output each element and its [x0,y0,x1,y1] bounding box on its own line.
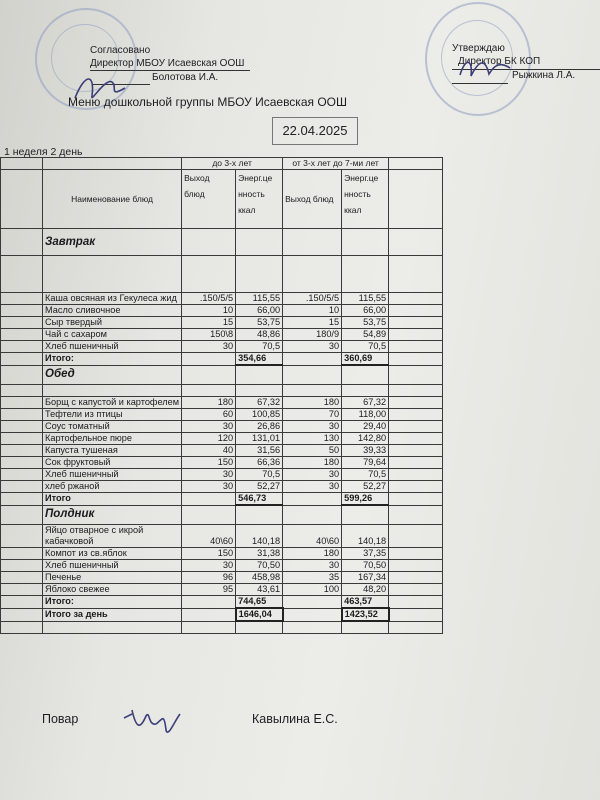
dish-yield-young: 150 [182,457,236,469]
approval-left-label: Согласовано [90,45,151,56]
total-young: 546,73 [236,493,283,506]
dish-energy-young: 66,00 [236,305,283,317]
dish-yield-old: 70 [283,409,342,421]
dish-yield-young: .150/5/5 [182,293,236,305]
dish-energy-old: 79,64 [342,457,389,469]
dish-energy-old: 167,34 [342,572,389,584]
snack-rows [1,548,443,596]
dish-energy-old: 52,27 [342,481,389,493]
dish-yield-young: 15 [182,317,236,329]
week-label: 1 неделя 2 день [4,146,83,158]
day-total-row [1,608,443,621]
dish-name: Каша овсяная из Гекулеса жид [43,293,182,305]
dish-energy-old: 48,20 [342,584,389,596]
dish-name: Сыр твердый [43,317,182,329]
dish-yield-young: 96 [182,572,236,584]
dish-energy-old: 70,50 [342,560,389,572]
day-total-label: Итого за день [43,608,182,621]
group-old-header: от 3-х лет до 7-ми лет [283,158,389,170]
breakfast-rows [1,293,443,353]
dish-energy-young: 43,61 [236,584,283,596]
table-row [1,256,443,293]
dish-yield-young: 30 [182,560,236,572]
col-yield-old-header: Выход блюд [283,170,342,229]
dish-name: Соус томатный [43,421,182,433]
dish-name: Сок фруктовый [43,457,182,469]
table-row [1,409,443,421]
table-row [1,293,443,305]
table-row [1,421,443,433]
dish-yield-old: 100 [283,584,342,596]
dish-energy-old: 115,55 [342,293,389,305]
approval-right-label: Утверждаю [452,43,505,54]
page-title: Меню дошкольной группы МБОУ Исаевская ООШ [68,95,347,109]
lunch-total-row [1,493,443,506]
table-row [1,621,443,634]
col-energy-header: Энерг.це нность ккал [236,170,283,229]
dish-yield-old: 180 [283,548,342,560]
approval-right-position: Директор БК КОП [458,56,541,67]
dish-energy-young: 48,86 [236,329,283,341]
day-total-young: 1646,04 [236,608,283,621]
total-old: 463,57 [342,596,389,609]
dish-yield-young: 120 [182,433,236,445]
total-old: 599,26 [342,493,389,506]
dish-name: Масло сливочное [43,305,182,317]
director-right-signature [455,50,515,86]
table-row [1,548,443,560]
section-row-breakfast [1,229,443,256]
dish-energy-old: 39,33 [342,445,389,457]
total-young: 744,65 [236,596,283,609]
dish-energy-young: 100,85 [236,409,283,421]
dish-yield-young: 150\8 [182,329,236,341]
section-row-snack [1,505,443,525]
dish-energy-old: 67,32 [342,397,389,409]
dish-yield-young: 30 [182,469,236,481]
dish-yield-young: 180 [182,397,236,409]
dish-energy-young: 66,36 [236,457,283,469]
dish-energy-young: 26,86 [236,421,283,433]
table-row [1,158,443,170]
day-total-old: 1423,52 [342,608,389,621]
dish-energy-old: 142,80 [342,433,389,445]
dish-yield-young: 60 [182,409,236,421]
dish-energy-old: 70,5 [342,469,389,481]
dish-yield-young: 10 [182,305,236,317]
dish-yield-old: 40\60 [283,525,342,548]
dish-name: Капуста тушеная [43,445,182,457]
col-name-header: Наименование блюд [43,170,182,229]
dish-energy-old: 66,00 [342,305,389,317]
table-row [1,525,443,548]
total-young: 354,66 [236,353,283,366]
table-row [1,469,443,481]
dish-name: Тефтели из птицы [43,409,182,421]
dish-energy-old: 118,00 [342,409,389,421]
approval-left-name: Болотова И.А. [152,72,219,83]
table-row [1,560,443,572]
dish-yield-young: 40\60 [182,525,236,548]
table-row [1,385,443,397]
dish-yield-old: 180/9 [283,329,342,341]
dish-energy-young: 458,98 [236,572,283,584]
section-title: Полдник [43,505,182,525]
approval-left-position: Директор МБОУ Исаевская ООШ [90,58,245,69]
dish-yield-young: 95 [182,584,236,596]
table-header-row [1,170,443,229]
table-row [1,445,443,457]
breakfast-total-row [1,353,443,366]
dish-energy-young: 131,01 [236,433,283,445]
dish-energy-young: 67,32 [236,397,283,409]
dish-name: Яблоко свежее [43,584,182,596]
dish-energy-young: 31,56 [236,445,283,457]
dish-name: хлеб ржаной [43,481,182,493]
dish-yield-old: 130 [283,433,342,445]
dish-name: Хлеб пшеничный [43,341,182,353]
dish-name: Борщ с капустой и картофелем [43,397,182,409]
dish-energy-old: 37,35 [342,548,389,560]
dish-energy-old: 140,18 [342,525,389,548]
dish-yield-old: 30 [283,421,342,433]
dish-name: Печенье [43,572,182,584]
lunch-rows [1,397,443,493]
table-row [1,572,443,584]
dish-name: Картофельное пюре [43,433,182,445]
dish-yield-old: .150/5/5 [283,293,342,305]
total-label: Итого [43,493,182,506]
dish-yield-old: 180 [283,457,342,469]
dish-yield-old: 35 [283,572,342,584]
dish-energy-old: 70,5 [342,341,389,353]
total-old: 360,69 [342,353,389,366]
cook-signature [118,700,188,740]
dish-energy-old: 54,89 [342,329,389,341]
dish-yield-young: 30 [182,421,236,433]
section-title: Обед [43,365,182,385]
table-row [1,481,443,493]
dish-yield-old: 15 [283,317,342,329]
dish-energy-young: 52,27 [236,481,283,493]
dish-yield-old: 30 [283,469,342,481]
dish-energy-young: 31,38 [236,548,283,560]
dish-energy-old: 29,40 [342,421,389,433]
col-yield-header: Выход блюд [182,170,236,229]
dish-energy-young: 53,75 [236,317,283,329]
cook-label: Повар [42,712,79,726]
table-row [1,397,443,409]
dish-name: Яйцо отварное с икрой кабачковой [43,525,182,548]
total-label: Итого: [43,353,182,366]
date-box: 22.04.2025 [272,117,358,145]
col-energy-old-header: Энерг.це нность ккал [342,170,389,229]
cook-name: Кавылина Е.С. [252,712,338,726]
dish-yield-old: 30 [283,341,342,353]
dish-energy-young: 70,5 [236,469,283,481]
dish-energy-young: 140,18 [236,525,283,548]
dish-yield-young: 30 [182,481,236,493]
dish-name: Чай с сахаром [43,329,182,341]
dish-yield-young: 30 [182,341,236,353]
dish-energy-young: 70,5 [236,341,283,353]
table-row [1,433,443,445]
table-row [1,317,443,329]
dish-energy-young: 115,55 [236,293,283,305]
dish-energy-young: 70,50 [236,560,283,572]
dish-yield-old: 10 [283,305,342,317]
table-row [1,329,443,341]
dish-yield-young: 40 [182,445,236,457]
dish-name: Компот из св.яблок [43,548,182,560]
table-row [1,341,443,353]
dish-yield-young: 150 [182,548,236,560]
snack-total-row [1,596,443,609]
table-row [1,457,443,469]
table-row [1,305,443,317]
section-row-lunch [1,365,443,385]
dish-name: Хлеб пшеничный [43,469,182,481]
section-title: Завтрак [43,229,182,256]
total-label: Итого: [43,596,182,609]
group-young-header: до 3-х лет [182,158,283,170]
approval-right-name: Рыжкина Л.А. [512,70,576,81]
dish-energy-old: 53,75 [342,317,389,329]
menu-table [0,157,443,634]
dish-yield-old: 30 [283,481,342,493]
dish-name: Хлеб пшеничный [43,560,182,572]
dish-yield-old: 50 [283,445,342,457]
table-row [1,584,443,596]
dish-yield-old: 180 [283,397,342,409]
dish-yield-old: 30 [283,560,342,572]
